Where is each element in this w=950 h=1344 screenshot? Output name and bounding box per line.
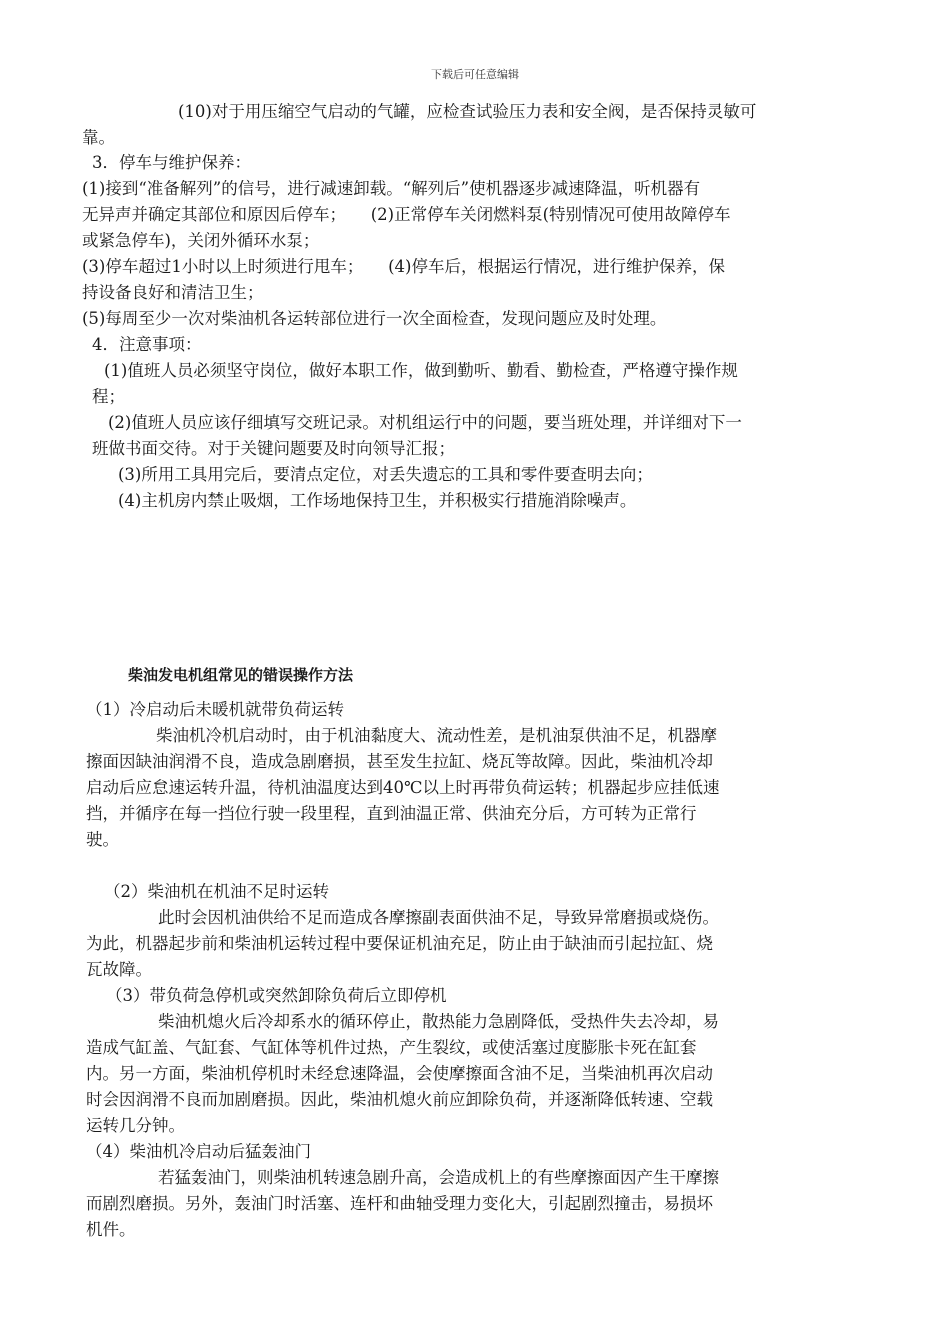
section-title: 柴油发电机组常见的错误操作方法 [128, 666, 354, 684]
text-line: 无异声并确定其部位和原因后停车； (2)正常停车关闭燃料泵(特别情况可使用故障停车 [82, 205, 731, 224]
text-line: 靠。 [82, 128, 115, 147]
text-line: 瓦故障。 [86, 960, 152, 979]
text-line: 为此，机器起步前和柴油机运转过程中要保证机油充足，防止由于缺油而引起拉缸、烧 [86, 934, 713, 953]
page-header: 下载后可任意编辑 [431, 68, 519, 81]
text-line: 此时会因机油供给不足而造成各摩擦副表面供油不足，导致异常磨损或烧伤。 [158, 908, 719, 927]
text-line: (10)对于用压缩空气启动的气罐，应检查试验压力表和安全阀，是否保持灵敏可 [178, 102, 757, 121]
text-line: 内。另一方面，柴油机停机时未经怠速降温，会使摩擦面含油不足，当柴油机再次启动 [86, 1064, 713, 1083]
text-line: （1）冷启动后未暖机就带负荷运转 [86, 700, 344, 719]
text-line: （2）柴油机在机油不足时运转 [104, 882, 329, 901]
text-line: (2)值班人员应该仔细填写交班记录。对机组运行中的问题，要当班处理，并详细对下一 [108, 413, 742, 432]
text-line: (3)所用工具用完后，要清点定位，对丢失遗忘的工具和零件要查明去向； [118, 465, 653, 484]
text-line: 或紧急停车)，关闭外循环水泵； [82, 231, 320, 250]
text-line: 柴油机冷机启动时，由于机油黏度大、流动性差，是机油泵供油不足，机器摩 [156, 726, 717, 745]
text-line: 而剧烈磨损。另外，轰油门时活塞、连杆和曲轴受理力变化大，引起剧烈撞击，易损坏 [86, 1194, 713, 1213]
text-line: (1)值班人员必须坚守岗位，做好本职工作，做到勤听、勤看、勤检查，严格遵守操作规 [104, 361, 738, 380]
text-line: 擦面因缺油润滑不良，造成急剧磨损，甚至发生拉缸、烧瓦等故障。因此，柴油机冷却 [86, 752, 713, 771]
text-line: 造成气缸盖、气缸套、气缸体等机件过热，产生裂纹，或使活塞过度膨胀卡死在缸套 [86, 1038, 697, 1057]
text-line: 柴油机熄火后冷却系水的循环停止，散热能力急剧降低，受热件失去冷却，易 [158, 1012, 719, 1031]
text-line: 班做书面交待。对于关键问题要及时向领导汇报； [92, 439, 455, 458]
text-line: 机件。 [86, 1220, 136, 1239]
text-line: 3．停车与维护保养： [92, 153, 251, 172]
text-line: （4）柴油机冷启动后猛轰油门 [86, 1142, 311, 1161]
text-line: 程； [92, 387, 125, 406]
text-line: 时会因润滑不良而加剧磨损。因此，柴油机熄火前应卸除负荷，并逐渐降低转速、空载 [86, 1090, 713, 1109]
text-line: 启动后应怠速运转升温，待机油温度达到40℃以上时再带负荷运转；机器起步应挂低速 [86, 778, 720, 797]
text-line: 若猛轰油门，则柴油机转速急剧升高，会造成机上的有些摩擦面因产生干摩擦 [158, 1168, 719, 1187]
text-line: 运转几分钟。 [86, 1116, 185, 1135]
text-line: (3)停车超过1小时以上时须进行甩车； (4)停车后，根据运行情况，进行维护保养，保 [82, 257, 725, 276]
text-line: （3）带负荷急停机或突然卸除负荷后立即停机 [106, 986, 447, 1005]
text-line: (1)接到“准备解列”的信号，进行减速卸载。“解列后”使机器逐步减速降温，听机器有 [82, 179, 701, 198]
text-line: 驶。 [86, 830, 119, 849]
text-line: 4．注意事项： [92, 335, 202, 354]
text-line: (4)主机房内禁止吸烟，工作场地保持卫生，并积极实行措施消除噪声。 [118, 491, 637, 510]
text-line: 持设备良好和清洁卫生； [82, 283, 264, 302]
text-line: 挡，并循序在每一挡位行驶一段里程，直到油温正常、供油充分后，方可转为正常行 [86, 804, 697, 823]
text-line: (5)每周至少一次对柴油机各运转部位进行一次全面检查，发现问题应及时处理。 [82, 309, 667, 328]
